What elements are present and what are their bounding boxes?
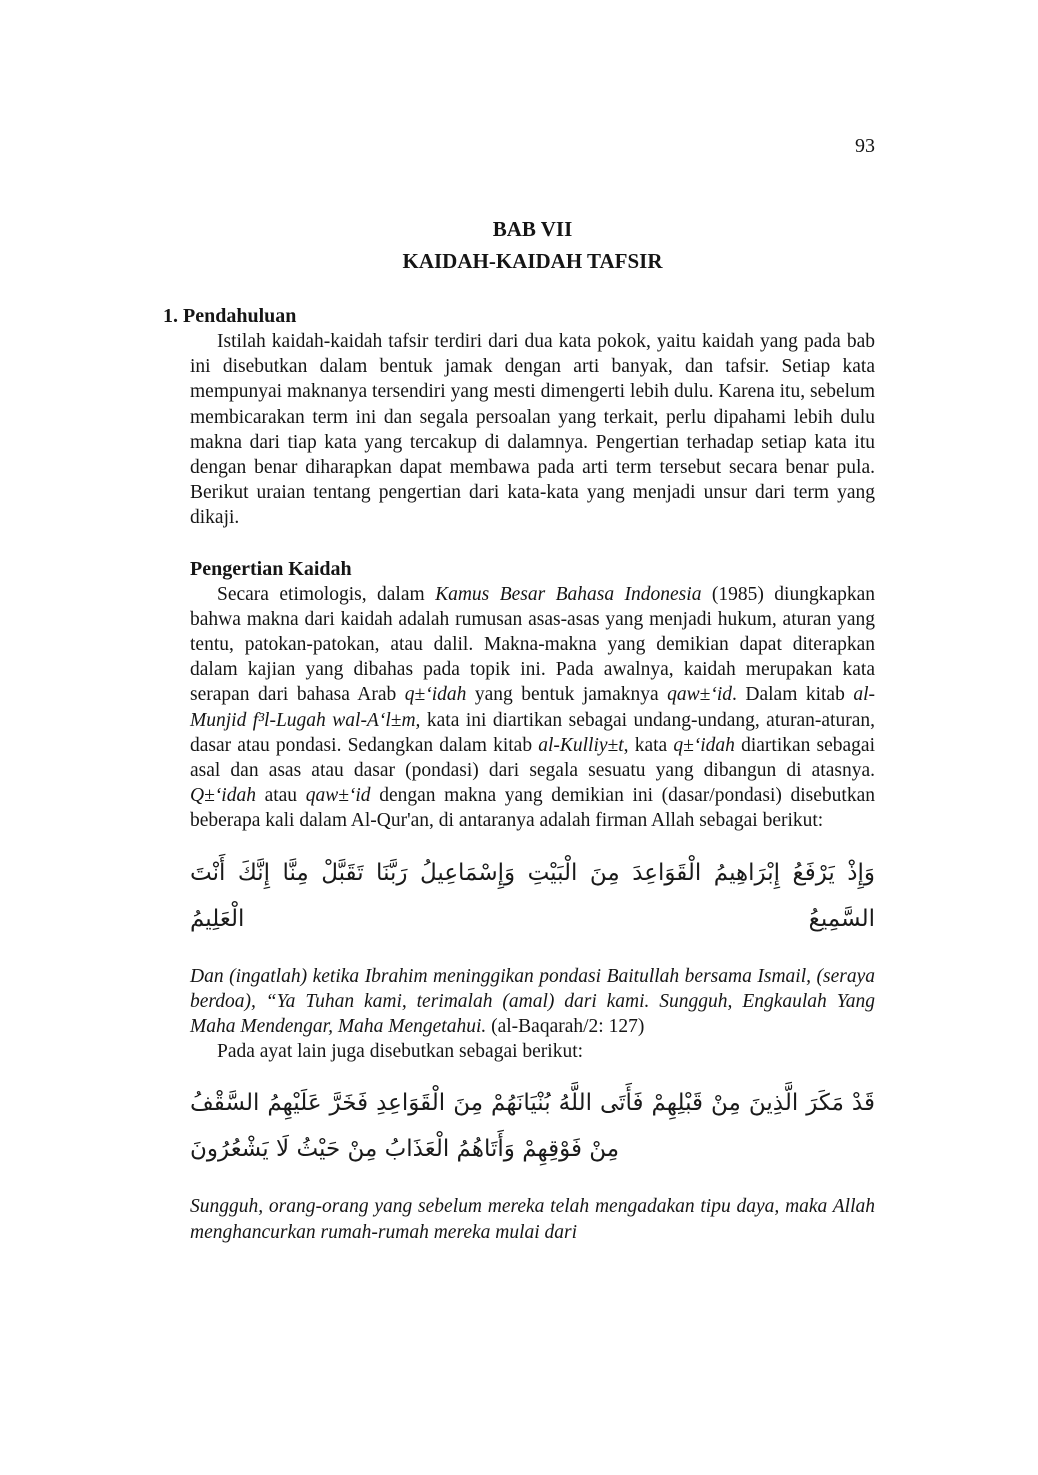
paragraph-intro-verse-2: Pada ayat lain juga disebutkan sebagai berikut:	[217, 1041, 584, 1063]
paragraph-pengertian-kaidah: Secara etimologis, dalam Kamus Besar Bahasa Indonesia (1985) diungkapkan bahwa makna dari kaidah adalah rumusan asas-asas yang menjadi hukum, aturan yang tentu, patokan-patokan, atau dalil. Makna-makna yang demikian dapat diterapkan dalam kajian yang dibahas pada topik ini. Pada awalnya, kaidah merupakan kata serapan dari bahasa Arab q±‘idah yang bentuk jamaknya qaw±‘id. Dalam kitab al-Munjid f³l-Lugah wal-A‘l±m, kata ini diartikan sebagai undang-undang, aturan-aturan, dasar atau pondasi. Sedangkan dalam kitab al-Kulliy±t, kata q±‘idah diartikan sebagai asal dan asas atau dasar (pondasi) dari segala sesuatu yang dibangun di atasnya. Q±‘idah atau qaw±‘id dengan makna yang demikian ini (dasar/pondasi) disebutkan beberapa kali dalam Al-Qur'an, di antaranya adalah firman Allah sebagai berikut:	[190, 583, 876, 832]
chapter-title-block	[190, 213, 875, 277]
arabic-verse-1-block	[190, 850, 875, 942]
section-heading-pendahuluan: 1. Pendahuluan	[163, 305, 297, 327]
translation-verse-2: Sungguh, orang-orang yang sebelum mereka telah mengadakan tipu daya, maka Allah menghancurkan rumah-rumah mereka mulai dari	[190, 1196, 875, 1243]
arabic-verse-2-line-2: مِنْ فَوْقِهِمْ وَأَتَاهُمُ الْعَذَابُ مِنْ حَيْثُ لَا يَشْعُرُونَ	[190, 1136, 620, 1163]
translation-verse-1: Dan (ingatlah) ketika Ibrahim meninggikan pondasi Baitullah bersama Ismail, (seraya berdoa), “Ya Tuhan kami, terimalah (amal) dari kami. Sungguh, Engkaulah Yang Maha Mendengar, Maha Mengetahui. (al-Baqarah/2: 127)	[190, 965, 875, 1038]
chapter-title-line1: BAB VII	[492, 217, 573, 241]
section-heading-pengertian-kaidah: Pengertian Kaidah	[190, 557, 352, 580]
arabic-verse-1: وَإِذْ يَرْفَعُ إِبْرَاهِيمُ الْقَوَاعِدَ مِنَ الْبَيْتِ وَإِسْمَاعِيلُ رَبَّنَا تَقَبَّلْ مِنَّا إِنَّكَ أَنْتَ السَّمِيعُ الْعَلِيمُ	[190, 859, 875, 932]
page-number: 93	[855, 135, 875, 157]
arabic-verse-2-block	[190, 1080, 875, 1172]
arabic-verse-2-line-1: قَدْ مَكَرَ الَّذِينَ مِنْ قَبْلِهِمْ فَأَتَى اللَّهُ بُنْيَانَهُمْ مِنَ الْقَوَاعِدِ فَخَرَّ عَلَيْهِمُ السَّقْفُ	[190, 1090, 875, 1117]
paragraph-pendahuluan: Istilah kaidah-kaidah tafsir terdiri dari dua kata pokok, yaitu kaidah yang pada bab ini disebutkan dalam bentuk jamak dengan arti banyak, dan tafsir. Setiap kata mempunyai maknanya tersendiri yang mesti dimengerti lebih dulu. Karena itu, sebelum membicarakan term ini dan segala persoalan yang terkait, perlu dipahami lebih dulu makna dari tiap kata yang tercakup di dalamnya. Pengertian terhadap setiap kata itu dengan benar diharapkan dapat membawa pada arti term tersebut secara benar pula. Berikut uraian tentang pengertian dari kata-kata yang menjadi unsur dari term yang dikaji.	[190, 331, 875, 529]
chapter-title-line2: KAIDAH-KAIDAH TAFSIR	[402, 249, 663, 273]
